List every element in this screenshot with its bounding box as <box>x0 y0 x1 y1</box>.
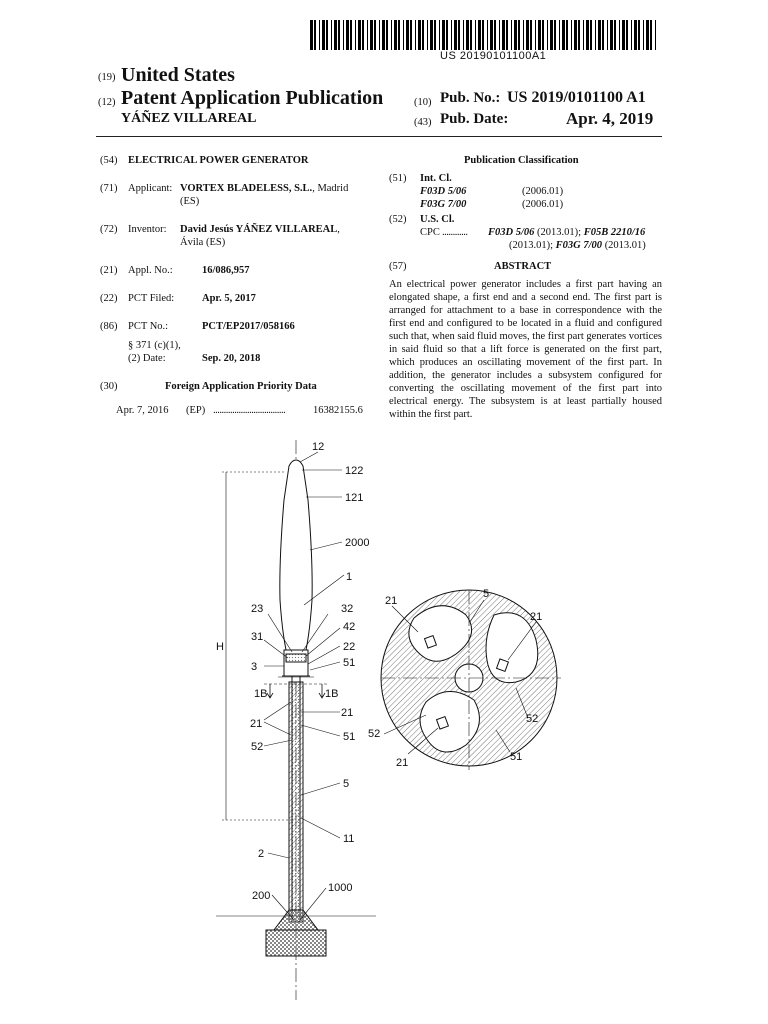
applicant-value <box>180 182 348 195</box>
barcode-bar <box>418 20 421 50</box>
barcode-bar <box>530 20 532 50</box>
label-200: 200 <box>252 890 271 902</box>
code-12: (12) <box>98 97 116 108</box>
cpc-class-2: F05B 2210/16 <box>583 227 646 238</box>
pct-number: PCT/EP2017/058166 <box>202 321 295 332</box>
int-cl-version-1: (2006.01) <box>522 186 564 197</box>
us-cl-label: U.S. Cl. <box>420 214 455 225</box>
label-1000: 1000 <box>328 882 353 894</box>
label-2000: 2000 <box>345 537 370 549</box>
barcode-bar <box>643 20 644 50</box>
inventor-short: YÁÑEZ VILLAREAL <box>121 111 257 126</box>
barcode-bar <box>451 20 452 50</box>
abstract-code: (57) <box>389 261 407 272</box>
barcode-bar <box>463 20 464 50</box>
label-52: 52 <box>251 741 264 753</box>
barcode-bar <box>650 20 652 50</box>
section-label-5: 5 <box>483 588 490 600</box>
barcode-bar <box>571 20 572 50</box>
label-42: 42 <box>343 621 356 633</box>
barcode-bar <box>574 20 577 50</box>
cpc-leader: ............ <box>442 227 468 238</box>
barcode-bar <box>578 20 580 50</box>
barcode-bar <box>514 20 517 50</box>
barcode-bar <box>350 20 352 50</box>
barcode-bar <box>538 20 541 50</box>
barcode-bar <box>367 20 368 50</box>
barcode-bar <box>631 20 632 50</box>
code-19: (19) <box>98 72 116 83</box>
s371-date: Sep. 20, 2018 <box>202 353 261 364</box>
label-21-left: 21 <box>250 718 263 730</box>
cpc-class-1: F03D 5/06 <box>488 227 535 238</box>
barcode-number: US 20190101100A1 <box>440 50 547 62</box>
inventor-name: David Jesús YÁÑEZ VILLAREAL <box>180 224 338 235</box>
barcode-bar <box>542 20 544 50</box>
barcode-bar <box>482 20 484 50</box>
code-10: (10) <box>414 97 432 108</box>
pub-date: Apr. 4, 2019 <box>566 109 654 128</box>
barcode-bar <box>362 20 364 50</box>
priority-title: Foreign Application Priority Data <box>165 381 317 392</box>
barcode-bar <box>314 20 316 50</box>
barcode-bar <box>430 20 433 50</box>
barcode-bar <box>334 20 337 50</box>
barcode-bar <box>622 20 625 50</box>
label-h: H <box>216 641 224 653</box>
barcode-bar <box>446 20 448 50</box>
barcode-bar <box>646 20 649 50</box>
appl-label: Appl. No.: <box>128 265 173 276</box>
title-code: (54) <box>100 155 118 166</box>
cpc-version-2: (2013.01); <box>509 240 556 251</box>
applicant-country: (ES) <box>180 196 200 207</box>
int-cl-version-2: (2006.01) <box>522 199 564 210</box>
barcode-bar <box>406 20 409 50</box>
barcode-bar <box>343 20 344 50</box>
label-31: 31 <box>251 631 264 643</box>
country: United States <box>121 64 235 86</box>
barcode-bar <box>506 20 508 50</box>
barcode-bar <box>494 20 496 50</box>
barcode-bar <box>586 20 589 50</box>
code-43: (43) <box>414 117 432 128</box>
barcode-bar <box>346 20 349 50</box>
pct-no-label: PCT No.: <box>128 321 169 332</box>
barcode-bar <box>415 20 416 50</box>
pct-filed-label: PCT Filed: <box>128 293 175 304</box>
barcode-bar <box>319 20 320 50</box>
abstract-title: ABSTRACT <box>494 261 552 272</box>
priority-office: (EP) <box>186 405 206 416</box>
barcode-bar <box>410 20 412 50</box>
barcode-bar <box>439 20 440 50</box>
barcode-bar <box>403 20 404 50</box>
section-label-21-right: 21 <box>530 611 543 623</box>
patent-drawing <box>96 440 696 1000</box>
barcode-bar <box>619 20 620 50</box>
appl-number: 16/086,957 <box>202 265 250 276</box>
section-label-21-top: 21 <box>385 595 398 607</box>
label-1b-right: 1B <box>325 688 339 700</box>
barcode-bar <box>422 20 424 50</box>
inventor-location: Ávila (ES) <box>180 237 226 248</box>
us-cl-code: (52) <box>389 214 407 225</box>
barcode-bar <box>394 20 397 50</box>
applicant-label: Applicant: <box>128 183 173 194</box>
barcode-bar <box>583 20 584 50</box>
barcode-bar <box>386 20 388 50</box>
label-122: 122 <box>345 465 364 477</box>
label-51-top: 51 <box>343 657 356 669</box>
barcode-bar <box>442 20 445 50</box>
applicant-code: (71) <box>100 183 118 194</box>
barcode-bar <box>502 20 505 50</box>
applicant-name: VORTEX BLADELESS, S.L. <box>180 183 313 194</box>
label-51-mid: 51 <box>343 731 356 743</box>
barcode-bar <box>602 20 604 50</box>
barcode-bar <box>554 20 556 50</box>
barcode-bar <box>547 20 548 50</box>
inventor-code: (72) <box>100 224 118 235</box>
label-1b-left: 1B <box>254 688 268 700</box>
barcode-bar <box>458 20 460 50</box>
barcode-bar <box>614 20 616 50</box>
barcode-bar <box>566 20 568 50</box>
section-label-52-right: 52 <box>526 713 539 725</box>
section-label-51: 51 <box>510 751 523 763</box>
header-divider <box>96 136 662 137</box>
label-23: 23 <box>251 603 264 615</box>
barcode-bar <box>470 20 472 50</box>
classification-title: Publication Classification <box>464 155 579 166</box>
barcode-bar <box>634 20 637 50</box>
barcode-bar <box>398 20 400 50</box>
barcode-bar <box>427 20 428 50</box>
label-32: 32 <box>341 603 354 615</box>
int-cl-class-1: F03D 5/06 <box>420 186 467 197</box>
int-cl-label: Int. Cl. <box>420 173 452 184</box>
inventor-label: Inventor: <box>128 224 167 235</box>
priority-code: (30) <box>100 381 118 392</box>
inventor-comma: , <box>337 224 340 235</box>
pct-no-code: (86) <box>100 321 118 332</box>
barcode-bar <box>487 20 488 50</box>
elevation-view <box>216 440 376 1000</box>
pub-date-label: Pub. Date: <box>440 111 509 127</box>
barcode-bar <box>526 20 529 50</box>
barcode-bar <box>607 20 608 50</box>
label-11: 11 <box>343 833 355 845</box>
barcode-bar <box>655 20 656 50</box>
cpc-label: CPC <box>420 227 440 238</box>
barcode-bar <box>310 20 313 50</box>
s371-date-label: (2) Date: <box>128 353 166 364</box>
priority-leader: .................................. <box>213 405 286 416</box>
label-3: 3 <box>251 661 258 673</box>
cpc-version-3: (2013.01) <box>602 240 646 251</box>
cpc-line-2 <box>509 239 646 252</box>
label-2: 2 <box>258 848 265 860</box>
barcode-bar <box>466 20 469 50</box>
barcode-bar <box>454 20 457 50</box>
cpc-line-1 <box>488 226 645 239</box>
int-cl-code: (51) <box>389 173 407 184</box>
barcode-bar <box>490 20 493 50</box>
barcode-bar <box>358 20 361 50</box>
label-121: 121 <box>345 492 364 504</box>
label-12: 12 <box>312 441 325 453</box>
barcode-bar <box>322 20 325 50</box>
label-1: 1 <box>346 571 353 583</box>
cpc-version-1: (2013.01); <box>534 227 584 238</box>
applicant-location: , Madrid <box>312 183 349 194</box>
barcode-bar <box>338 20 340 50</box>
barcode-bar <box>374 20 376 50</box>
barcode-bar <box>562 20 565 50</box>
barcode-bar <box>499 20 500 50</box>
cpc-class-3: F03G 7/00 <box>555 240 603 251</box>
barcode-bar <box>478 20 481 50</box>
barcode-bar <box>595 20 596 50</box>
pct-filed-date: Apr. 5, 2017 <box>202 293 256 304</box>
barcode-bar <box>331 20 332 50</box>
pct-filed-code: (22) <box>100 293 118 304</box>
barcode-bar <box>434 20 436 50</box>
label-21-right: 21 <box>341 707 354 719</box>
s371-label: § 371 (c)(1), <box>128 340 181 351</box>
section-label-21-bottom: 21 <box>396 757 409 769</box>
pub-no: US 2019/0101100 A1 <box>507 89 646 106</box>
appl-code: (21) <box>100 265 118 276</box>
priority-date: Apr. 7, 2016 <box>116 405 169 416</box>
barcode <box>310 20 660 50</box>
priority-number: 16382155.6 <box>313 405 363 416</box>
barcode-bar <box>475 20 476 50</box>
barcode-bar <box>511 20 512 50</box>
barcode-bar <box>382 20 385 50</box>
barcode-bar <box>610 20 613 50</box>
barcode-bar <box>590 20 592 50</box>
abstract-text: An electrical power generator includes a first part having an elongated shape, a first end and a second end. The first part is arranged for attachment to a base in correspondence with the first end and configured to be located in a fluid and configured such that, when said fluid moves, the first part generates vortices in said fluid so that a lift force is generated on the first part, which produces an oscillating movement of the first part. In addition, the generator includes a subsystem configured for converting the oscillating movement of the first part into electrical energy. The subsystem is at least partially housed within the first part. <box>389 279 662 420</box>
barcode-bar <box>355 20 356 50</box>
label-5: 5 <box>343 778 350 790</box>
document-type: Patent Application Publication <box>121 87 384 109</box>
barcode-bar <box>598 20 601 50</box>
int-cl-class-2: F03G 7/00 <box>420 199 467 210</box>
barcode-bar <box>518 20 520 50</box>
invention-title: ELECTRICAL POWER GENERATOR <box>128 155 309 166</box>
barcode-bar <box>523 20 524 50</box>
barcode-bar <box>326 20 328 50</box>
barcode-bar <box>379 20 380 50</box>
barcode-bar <box>535 20 536 50</box>
barcode-bar <box>391 20 392 50</box>
inventor-value <box>180 223 340 236</box>
barcode-bar <box>370 20 373 50</box>
label-22: 22 <box>343 641 356 653</box>
barcode-bar <box>626 20 628 50</box>
section-label-52-left: 52 <box>368 728 381 740</box>
barcode-bar <box>550 20 553 50</box>
barcode-bar <box>559 20 560 50</box>
pub-no-label: Pub. No.: <box>440 90 501 106</box>
barcode-bar <box>638 20 640 50</box>
